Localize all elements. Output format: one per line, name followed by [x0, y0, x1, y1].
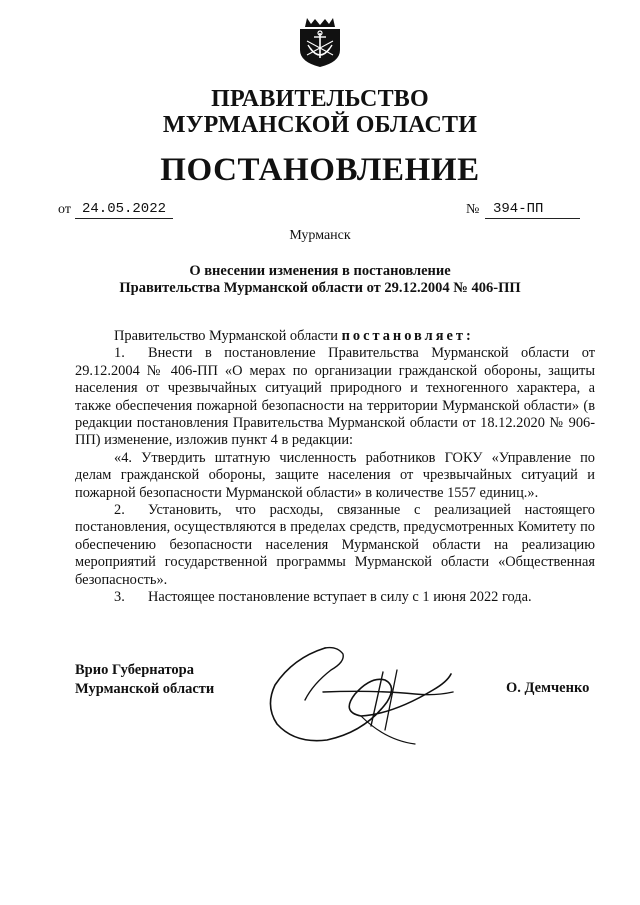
item-1 [75, 345, 595, 449]
number-prefix: № [466, 202, 480, 217]
city: Мурманск [289, 228, 351, 243]
item-2-text: Установить, что расходы, связанные с реализацией настоящего постановления, осуществляются в пределах средств, предусмотренных Комитету по обеспечению безопасности населения Мурманской области на реализацию мероприятий государственной программы Мурманской области «Общественная безопасность». [75, 502, 595, 588]
document-date: 24.05.2022 [75, 201, 173, 219]
document-title-line2: Правительства Мурманской области от 29.12.2004 № 406-ПП [119, 280, 521, 296]
signatory-position-line1: Врио Губернатора [75, 662, 194, 678]
signatory-position-line2: Мурманской области [75, 681, 215, 697]
quoted-amendment: «4. Утвердить штатную численность работников ГОКУ «Управление по делам гражданской обороны, защите населения от чрезвычайных ситуаций и пожарной безопасности Мурманской области» в количестве 1557 единиц.». [75, 449, 595, 501]
organization-name-line1: ПРАВИТЕЛЬСТВО [211, 86, 429, 112]
item-1-text: Внести в постановление Правительства Мурманской области от 29.12.2004 № 406-ПП «О мерах по организации гражданской обороны, защиты населения от чрезвычайных ситуаций природного и техногенного характера, а также обеспечения пожарной безопасности на территории Мурманской области» (в редакции постановления Правительства Мурманской области от 18.12.2020 № 906-ПП) изменение, изложив пункт 4 в редакции: [75, 345, 595, 449]
date-prefix: от [58, 202, 71, 217]
coat-of-arms-icon [297, 14, 343, 68]
item-2 [75, 502, 595, 589]
intro-action: постановляет: [341, 328, 474, 344]
organization-name-line2: МУРМАНСКОЙ ОБЛАСТИ [162, 112, 478, 138]
document-number: 394-ПП [485, 201, 580, 219]
signatory-name: О. Демченко [506, 680, 590, 696]
document-body [75, 328, 595, 607]
item-3 [75, 589, 595, 606]
item-3-number: 3. [114, 589, 125, 606]
intro-text: Правительство Мурманской области [114, 328, 342, 344]
intro-paragraph [75, 328, 595, 345]
item-1-number: 1. [114, 345, 125, 362]
document-title-line1: О внесении изменения в постановление [189, 263, 451, 279]
item-2-number: 2. [114, 502, 125, 519]
handwritten-signature-icon [265, 640, 460, 750]
item-3-text: Настоящее постановление вступает в силу с 1 июня 2022 года. [148, 589, 532, 606]
document-type: ПОСТАНОВЛЕНИЕ [160, 152, 480, 188]
